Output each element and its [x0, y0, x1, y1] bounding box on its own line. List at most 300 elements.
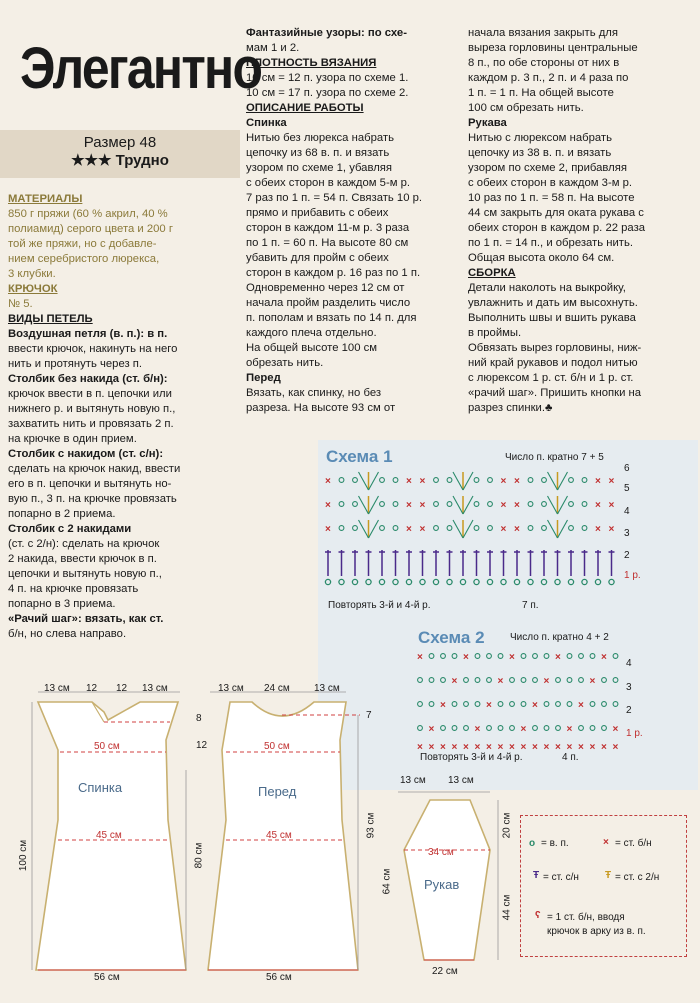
stitch-mark [463, 472, 473, 490]
stitch-text: вую п., 3 п. на крючке провязать [8, 493, 177, 505]
chain-stitch-mark [542, 502, 547, 507]
chain-stitch-mark [544, 726, 549, 731]
single-crochet-mark: × [514, 524, 520, 535]
chain-stitch-mark [528, 502, 533, 507]
right-text: узором по схеме 2, прибавляя [468, 162, 627, 174]
single-crochet-mark: × [509, 742, 515, 753]
chain-stitch-mark [447, 478, 452, 483]
single-crochet-mark: × [406, 500, 412, 511]
single-crochet-mark: × [608, 476, 615, 487]
scheme1-title: Схема 1 [326, 447, 393, 466]
single-crochet-mark: × [440, 700, 446, 711]
mid-text: мам 1 и 2. [246, 42, 300, 54]
back-height-80: 80 см [193, 842, 205, 869]
mid-text: с обеих сторон в каждом 5-м р. [246, 177, 411, 189]
mid-text: прямо и прибавить с обеих [246, 207, 389, 219]
mid-text: обрезать нить. [246, 357, 324, 369]
chain-stitch-mark [474, 502, 479, 507]
single-crochet-mark: × [589, 742, 596, 753]
stitch-mark [453, 496, 463, 514]
scheme1-row-6: 6 [624, 463, 630, 474]
materials-text: полиамид) серого цвета и 200 г [8, 223, 173, 235]
single-crochet-mark: × [474, 724, 481, 735]
single-crochet-mark: × [601, 652, 607, 663]
single-crochet-mark: × [419, 500, 426, 511]
right-text: 10 раз по 1 п. = 58 п. На высоте [468, 192, 635, 204]
chain-stitch-mark [474, 526, 479, 531]
chain-stitch-mark [488, 502, 493, 507]
stitch-text: Столбик с накидом (ст. с/н): [8, 448, 164, 460]
single-crochet-mark: × [419, 524, 426, 535]
chain-stitch-mark [567, 678, 572, 683]
single-crochet-icon: × [603, 837, 609, 848]
right-text: Общая высота около 64 см. [468, 252, 615, 264]
sleeve-height-20: 20 см [501, 812, 513, 839]
front-top-1: 13 см [218, 683, 244, 694]
chain-stitch-mark [579, 726, 584, 731]
single-crochet-mark: × [325, 476, 331, 487]
sleeve-piece [398, 792, 498, 960]
chain-stitch-mark [582, 502, 587, 507]
single-crochet-mark: × [595, 500, 601, 511]
chain-stitch-mark [352, 579, 357, 584]
right-text: с люрексом 1 р. ст. б/н и 1 р. ст. [468, 372, 634, 384]
chain-stitch-mark [609, 579, 614, 584]
single-crochet-mark: × [406, 476, 412, 487]
chain-stitch-mark [521, 678, 526, 683]
stitch-text: нижнего р. и вытянуть новую п., [8, 403, 176, 415]
chain-stitch-mark [590, 726, 595, 731]
single-crochet-mark: × [474, 742, 481, 753]
chain-stitch-mark [613, 654, 618, 659]
single-crochet-mark: × [566, 742, 573, 753]
chain-stitch-mark [555, 579, 560, 584]
single-crochet-mark: × [578, 742, 584, 753]
materials-text: 3 клубки. [8, 268, 56, 280]
legend-stbn: = ст. б/н [615, 838, 652, 849]
single-crochet-mark: × [612, 742, 619, 753]
mid-text: Одновременно через 12 см от [246, 282, 405, 294]
mid-text: цепочку из 68 в. п. и вязать [246, 147, 390, 159]
right-text: «рачий шаг». Пришить кнопки на [468, 387, 642, 399]
front-label: Перед [258, 784, 297, 799]
sleeve-label: Рукав [424, 877, 460, 892]
right-column [468, 26, 690, 416]
stitch-mark [463, 496, 473, 514]
chain-stitch-mark [590, 654, 595, 659]
single-crochet-mark: × [497, 742, 504, 753]
stitch-text: попарно в 2 приема. [8, 508, 116, 520]
single-crochet-mark: × [500, 500, 507, 511]
right-text: ний край рукавов и подол нитью [468, 357, 638, 369]
chain-stitch-mark [602, 702, 607, 707]
single-crochet-mark: × [325, 500, 331, 511]
chain-stitch-mark [379, 579, 384, 584]
back-top-4: 13 см [142, 683, 168, 694]
stitch-text: б/н, но слева направо. [8, 628, 127, 640]
description-heading: ОПИСАНИЕ РАБОТЫ [246, 102, 364, 114]
single-crochet-mark: × [566, 724, 573, 735]
single-crochet-mark: × [520, 742, 527, 753]
chain-stitch-mark [474, 478, 479, 483]
chain-stitch-mark [582, 526, 587, 531]
stitch-text: нить и протянуть через п. [8, 358, 143, 370]
stitch-mark [369, 472, 379, 490]
right-text: каждом р. 3 п., 2 п. и 4 раза по [468, 72, 629, 84]
chain-stitch-mark [528, 526, 533, 531]
mid-text: 10 см = 17 п. узора по схеме 2. [246, 87, 409, 99]
right-text: с обеих сторон в каждом 3-м р. [468, 177, 633, 189]
left-column [8, 192, 234, 642]
legend-special-1: = 1 ст. б/н, вводя [547, 912, 625, 923]
mid-text: п. пополам и вязать по 14 п. для [246, 312, 417, 324]
scheme1-chart [318, 462, 648, 612]
scheme2-row-1: 1 р. [626, 728, 643, 739]
chain-stitch-mark [380, 502, 385, 507]
chain-stitch-mark [567, 654, 572, 659]
scheme1-row-1: 1 р. [624, 570, 641, 581]
chain-stitch-mark [613, 678, 618, 683]
mid-text: 7 раз по 1 п. = 54 п. Связать 10 р. [246, 192, 423, 204]
chain-stitch-mark [429, 654, 434, 659]
middle-column [246, 26, 458, 416]
chain-stitch-mark [528, 579, 533, 584]
sleeve-bottom: 22 см [432, 966, 458, 977]
stitch-mark [558, 472, 568, 490]
stitch-mark [359, 496, 369, 514]
back-top-2: 12 [86, 683, 98, 694]
double-crochet-icon: Ŧ [533, 870, 540, 881]
front-side-7: 7 [366, 710, 372, 721]
legend-st2n: = ст. с 2/н [615, 872, 660, 883]
mid-text: Вязать, как спинку, но без [246, 387, 382, 399]
chain-stitch-mark [339, 579, 344, 584]
front-top-2: 24 см [264, 683, 290, 694]
stitch-text: попарно в 3 приема. [8, 598, 116, 610]
chain-stitch-mark [613, 702, 618, 707]
chain-stitch-mark [568, 579, 573, 584]
single-crochet-mark: × [532, 700, 538, 711]
materials-text: нием серебристого люрекса, [8, 253, 160, 265]
chain-stitch-mark [452, 654, 457, 659]
single-crochet-mark: × [595, 524, 601, 535]
mid-text: сторон в каждом р. 16 раз по 1 п. [246, 267, 421, 279]
chain-stitch-mark [579, 654, 584, 659]
stitch-text: на крючке в один прием. [8, 433, 137, 445]
right-text: выреза горловины центральные [468, 42, 638, 54]
single-crochet-mark: × [509, 652, 515, 663]
chain-stitch-mark [528, 478, 533, 483]
mid-text: начала пройм разделить число [246, 297, 411, 309]
chain-icon: o [529, 838, 536, 849]
stitch-text: крючок ввести в п. цепочки или [8, 388, 172, 400]
scheme2-row-3: 3 [626, 682, 632, 693]
chain-stitch-mark [339, 478, 344, 483]
sleeve-height-64: 64 см [381, 868, 393, 895]
single-crochet-mark: × [520, 724, 527, 735]
single-crochet-mark: × [555, 742, 561, 753]
chain-stitch-mark [595, 579, 600, 584]
materials-heading: МАТЕРИАЛЫ [8, 193, 83, 205]
scheme2-row-4: 4 [626, 658, 632, 669]
scheme1-row-5: 5 [624, 483, 630, 494]
chain-stitch-mark [521, 702, 526, 707]
chain-stitch-mark [521, 654, 526, 659]
single-crochet-mark: × [497, 676, 504, 687]
chain-stitch-mark [433, 579, 438, 584]
page-title: Элегантно [20, 36, 262, 101]
chain-stitch-mark [590, 702, 595, 707]
scheme2-row-2: 2 [626, 705, 632, 716]
single-crochet-mark: × [578, 700, 584, 711]
chain-stitch-mark [569, 526, 574, 531]
stitch-mark [369, 520, 379, 538]
chain-stitch-mark [366, 579, 371, 584]
chain-stitch-mark [514, 579, 519, 584]
mid-text: узором по схеме 1, убавляя [246, 162, 393, 174]
stitch-mark [453, 472, 463, 490]
sleeve-height-44: 44 см [501, 894, 513, 921]
chain-stitch-mark [339, 502, 344, 507]
stitch-text: ввести крючок, накинуть на него [8, 343, 178, 355]
chain-stitch-mark [380, 526, 385, 531]
single-crochet-mark: × [428, 742, 435, 753]
mid-text: разреза. На высоте 93 см от [246, 402, 396, 414]
stitch-mark [548, 520, 558, 538]
chain-stitch-mark [393, 579, 398, 584]
chain-stitch-mark [533, 678, 538, 683]
materials-text: 850 г пряжи (60 % акрил, 40 % [8, 208, 168, 220]
single-crochet-mark: × [608, 524, 615, 535]
chain-stitch-mark [556, 702, 561, 707]
chain-stitch-mark [447, 526, 452, 531]
scheme2-width: 4 п. [562, 752, 579, 763]
assembly-heading: СБОРКА [468, 267, 516, 279]
chain-stitch-mark [353, 526, 358, 531]
right-text: Нитью с люрексом набрать [468, 132, 612, 144]
right-text: начала вязания закрыть для [468, 27, 619, 39]
chain-stitch-mark [353, 502, 358, 507]
single-crochet-mark: × [595, 476, 601, 487]
front-width-50: 50 см [264, 741, 290, 752]
scheme1-row-3: 3 [624, 528, 630, 539]
stitch-text: «Рачий шаг»: вязать, как ст. [8, 613, 164, 625]
chain-stitch-mark [541, 579, 546, 584]
right-text: 8 п., по обе стороны от них в [468, 57, 620, 69]
sleeves-heading: Рукава [468, 117, 507, 129]
scheme2-note: Повторять 3-й и 4-й р. [420, 752, 523, 763]
stitch-mark [453, 520, 463, 538]
chain-stitch-mark [569, 478, 574, 483]
back-width-50: 50 см [94, 741, 120, 752]
chain-stitch-mark [501, 579, 506, 584]
chain-stitch-mark [393, 502, 398, 507]
single-crochet-mark: × [406, 524, 412, 535]
front-heading: Перед [246, 372, 281, 384]
chain-stitch-mark [544, 654, 549, 659]
scheme1-note: Повторять 3-й и 4-й р. [328, 600, 431, 611]
right-text: 100 см обрезать нить. [468, 102, 584, 114]
chain-stitch-mark [544, 702, 549, 707]
back-height-100: 100 см [18, 839, 30, 872]
single-crochet-mark: × [417, 742, 423, 753]
sleeve-width-34: 34 см [428, 847, 454, 858]
hook-heading: КРЮЧОК [8, 283, 58, 295]
single-crochet-mark: × [514, 500, 520, 511]
scheme1-repeat: Число п. кратно 7 + 5 [505, 452, 604, 463]
right-text: 44 см закрыть для оката рукава с [468, 207, 644, 219]
single-crochet-mark: × [500, 476, 507, 487]
hook-value: № 5. [8, 298, 33, 310]
stitch-text: Столбик с 2 накидами [8, 523, 132, 535]
stitch-mark [463, 520, 473, 538]
legend-vp: = в. п. [541, 838, 569, 849]
right-text: цепочку из 38 в. п. и вязать [468, 147, 612, 159]
single-crochet-mark: × [555, 652, 561, 663]
chain-stitch-mark [434, 502, 439, 507]
single-crochet-mark: × [612, 724, 619, 735]
single-crochet-mark: × [451, 742, 458, 753]
chain-stitch-mark [420, 579, 425, 584]
single-crochet-mark: × [451, 676, 458, 687]
mid-text: по 1 п. = 60 п. На высоте 80 см [246, 237, 409, 249]
legend-stsn: = ст. с/н [543, 872, 579, 883]
chain-stitch-mark [475, 654, 480, 659]
right-text: Детали наколоть на выкройку, [468, 282, 626, 294]
back-label: Спинка [78, 780, 123, 795]
right-text: Обвязать вырез горловины, ниж- [468, 342, 642, 354]
stitch-mark [558, 496, 568, 514]
materials-text: той же пряжи, но с добавле- [8, 238, 157, 250]
stitch-text: (ст. с 2/н): сделать на крючок [8, 538, 160, 550]
chain-stitch-mark [441, 654, 446, 659]
chain-stitch-mark [488, 478, 493, 483]
stitch-mark [558, 520, 568, 538]
chain-stitch-mark [460, 579, 465, 584]
single-crochet-mark: × [514, 476, 520, 487]
right-text: разрез спинки.♣ [468, 402, 553, 414]
stitch-mark [359, 520, 369, 538]
single-crochet-mark: × [417, 652, 423, 663]
stitch-text: сделать на крючок накид, ввести [8, 463, 181, 475]
chain-stitch-mark [353, 478, 358, 483]
right-text: по 1 п. = 14 п., и обрезать нить. [468, 237, 634, 249]
chain-stitch-mark [533, 654, 538, 659]
chain-stitch-mark [582, 478, 587, 483]
chain-stitch-mark [434, 478, 439, 483]
stitch-text: его в п. цепочки и вытянуть но- [8, 478, 172, 490]
scheme1-row-4: 4 [624, 506, 630, 517]
single-crochet-mark: × [608, 500, 615, 511]
scheme1-width: 7 п. [522, 600, 539, 611]
chain-stitch-mark [556, 678, 561, 683]
back-bottom: 56 см [94, 972, 120, 983]
back-width-45: 45 см [96, 830, 122, 841]
chain-stitch-mark [602, 726, 607, 731]
stitch-mark [548, 472, 558, 490]
single-crochet-mark: × [486, 700, 492, 711]
front-bottom: 56 см [266, 972, 292, 983]
chain-stitch-mark [487, 654, 492, 659]
chain-stitch-mark [579, 678, 584, 683]
single-crochet-mark: × [419, 476, 426, 487]
single-crochet-mark: × [463, 742, 469, 753]
chain-stitch-mark [542, 526, 547, 531]
back-heading: Спинка [246, 117, 287, 129]
back-top-3: 12 [116, 683, 128, 694]
stitch-mark [369, 496, 379, 514]
mid-text: 10 см = 12 п. узора по схеме 1. [246, 72, 409, 84]
chain-stitch-mark [406, 579, 411, 584]
stitch-mark [359, 472, 369, 490]
back-top-1: 13 см [44, 683, 70, 694]
scheme1-row-2: 2 [624, 550, 630, 561]
mid-text: Нитью без люрекса набрать [246, 132, 394, 144]
stitch-text: Столбик без накида (ст. б/н): [8, 373, 168, 385]
single-crochet-mark: × [325, 524, 331, 535]
single-crochet-mark: × [543, 676, 550, 687]
stitch-text: 2 накида, ввести крючок в п. [8, 553, 157, 565]
chain-stitch-mark [569, 502, 574, 507]
scheme2-repeat: Число п. кратно 4 + 2 [510, 632, 609, 643]
stitch-mark [548, 496, 558, 514]
back-side-8: 8 [196, 713, 202, 724]
right-text: увлажнить и дать им высохнуть. [468, 297, 638, 309]
single-crochet-mark: × [543, 742, 550, 753]
stitch-heading: ВИДЫ ПЕТЕЛЬ [8, 313, 93, 325]
right-text: в проймы. [468, 327, 522, 339]
chain-stitch-mark [474, 579, 479, 584]
sleeve-top-1: 13 см [400, 775, 426, 786]
scheme2-title: Схема 2 [418, 628, 485, 647]
chain-stitch-mark [339, 526, 344, 531]
mid-text: каждого плеча отдельно. [246, 327, 377, 339]
mid-text: На общей высоте 100 см [246, 342, 378, 354]
right-text: 1 п. = 1 п. На общей высоте [468, 87, 614, 99]
back-side-12: 12 [196, 740, 208, 751]
chain-stitch-mark [602, 678, 607, 683]
chain-stitch-mark [393, 478, 398, 483]
sleeve-top-2: 13 см [448, 775, 474, 786]
front-width-45: 45 см [266, 830, 292, 841]
difficulty-label: ★★★ Трудно [71, 152, 169, 169]
stitch-text: Воздушная петля (в. п.): в п. [8, 328, 168, 340]
chain-stitch-mark [487, 579, 492, 584]
gauge-heading: ПЛОТНОСТЬ ВЯЗАНИЯ [246, 57, 377, 69]
right-text: обеих сторон в каждом р. 22 раза [468, 222, 646, 234]
chain-stitch-mark [533, 726, 538, 731]
legend-special-2: крючок в арку из в. п. [547, 926, 646, 937]
mid-text: убавить для пройм с обеих [246, 252, 389, 264]
single-crochet-mark: × [440, 742, 446, 753]
chain-stitch-mark [434, 526, 439, 531]
treble-crochet-icon: Ŧ [605, 870, 612, 881]
single-crochet-mark: × [589, 676, 596, 687]
chain-stitch-mark [447, 502, 452, 507]
chain-stitch-mark [380, 478, 385, 483]
front-height-93: 93 см [365, 812, 377, 839]
chain-stitch-mark [498, 654, 503, 659]
size-box [0, 130, 240, 178]
chain-stitch-mark [582, 579, 587, 584]
single-crochet-mark: × [428, 724, 435, 735]
right-text: Выполнить швы и вшить рукава [468, 312, 636, 324]
chain-stitch-mark [325, 579, 330, 584]
single-crochet-mark: × [463, 652, 469, 663]
single-crochet-mark: × [486, 742, 492, 753]
stitch-text: цепочки и вытянуть новую п., [8, 568, 162, 580]
arch-crochet-icon: ʕ [535, 910, 541, 921]
